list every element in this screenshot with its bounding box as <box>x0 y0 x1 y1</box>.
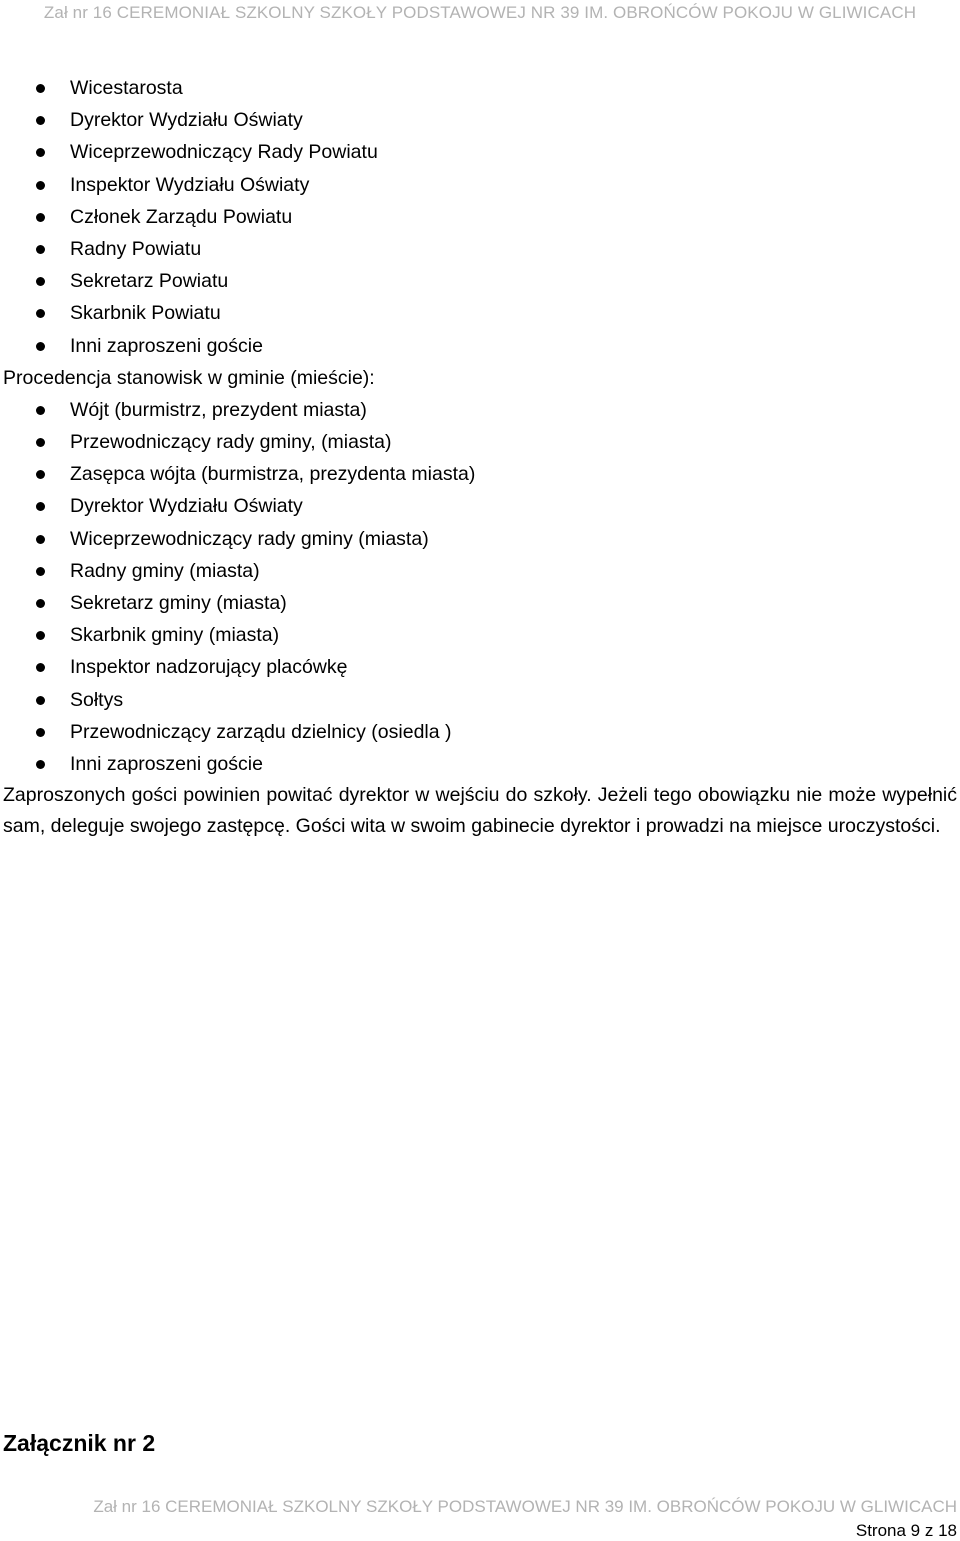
powiat-precedence-list <box>0 72 960 362</box>
document-body <box>0 72 960 842</box>
list-item-text: Dyrektor Wydziału Oświaty <box>70 109 303 132</box>
list-item <box>0 169 960 201</box>
list-item-text: Wicestarosta <box>70 77 183 99</box>
page-number: Strona 9 z 18 <box>855 1521 957 1540</box>
bullet-icon <box>36 277 45 286</box>
bullet-icon <box>36 213 45 222</box>
list-item <box>0 490 960 522</box>
list-item-text: Sołtys <box>70 688 124 711</box>
list-item-text: Wiceprzewodniczący Rady Powiatu <box>70 141 378 164</box>
bullet-icon <box>36 535 45 544</box>
list-item <box>0 523 960 555</box>
list-item-text: Skarbnik Powiatu <box>70 302 221 325</box>
bullet-icon <box>36 342 45 351</box>
list-item-text: Inni zaproszeni goście <box>70 334 263 357</box>
list-item-text: Sekretarz Powiatu <box>70 270 229 293</box>
list-item <box>0 716 960 748</box>
list-item <box>0 233 960 265</box>
bullet-icon <box>36 760 45 769</box>
bullet-icon <box>36 470 45 479</box>
list-item <box>0 136 960 168</box>
gmina-precedence-list <box>0 394 960 780</box>
list-item-text: Inspektor Wydziału Oświaty <box>70 173 310 196</box>
list-item-text: Członek Zarządu Powiatu <box>70 205 293 228</box>
list-item <box>0 265 960 297</box>
list-item <box>0 587 960 619</box>
list-item-text: Radny Powiatu <box>70 237 202 260</box>
list-item <box>0 394 960 426</box>
paragraph-line-1: Zaproszonych gości powinien powitać dyrektor w wejściu do szkoły. Jeżeli tego obowiązku nie może wypełnić <box>3 784 957 807</box>
bullet-icon <box>36 502 45 511</box>
list-item <box>0 330 960 362</box>
bullet-icon <box>36 696 45 705</box>
bullet-icon <box>36 599 45 608</box>
list-item <box>0 104 960 136</box>
bullet-icon <box>36 631 45 640</box>
list-item-text: Skarbnik gminy (miasta) <box>70 624 280 647</box>
bullet-icon <box>36 728 45 737</box>
list-item-text: Radny gminy (miasta) <box>70 559 260 582</box>
bullet-icon <box>36 148 45 157</box>
list-item-text: Wiceprzewodniczący rady gminy (miasta) <box>70 527 429 550</box>
gmina-heading: Procedencja stanowisk w gminie (mieście): <box>3 366 375 389</box>
annex-title: Załącznik nr 2 <box>3 1430 156 1456</box>
list-item <box>0 297 960 329</box>
bullet-icon <box>36 84 45 93</box>
list-item-text: Sekretarz gminy (miasta) <box>70 592 287 614</box>
list-item <box>0 72 960 104</box>
list-item-text: Dyrektor Wydziału Oświaty <box>70 495 303 518</box>
page-footer: Zał nr 16 CEREMONIAŁ SZKOLNY SZKOŁY PODSTAWOWEJ NR 39 IM. OBROŃCÓW POKOJU W GLIWICACH <box>93 1497 957 1516</box>
list-item <box>0 555 960 587</box>
bullet-icon <box>36 406 45 415</box>
list-item-text: Przewodniczący rady gminy, (miasta) <box>70 431 392 454</box>
list-item <box>0 201 960 233</box>
bullet-icon <box>36 438 45 447</box>
list-item <box>0 426 960 458</box>
paragraph-line-2: sam, deleguje swojego zastępcę. Gości wita w swoim gabinecie dyrektor i prowadzi na miejsce uroczystości. <box>3 815 941 838</box>
list-item <box>0 458 960 490</box>
list-item <box>0 619 960 651</box>
bullet-icon <box>36 116 45 125</box>
list-item <box>0 748 960 780</box>
guests-paragraph <box>0 780 960 842</box>
list-item-text: Inspektor nadzorujący placówkę <box>70 656 348 679</box>
bullet-icon <box>36 663 45 672</box>
list-item <box>0 651 960 683</box>
bullet-icon <box>36 181 45 190</box>
list-item <box>0 684 960 716</box>
list-item-text: Przewodniczący zarządu dzielnicy (osiedla ) <box>70 720 452 743</box>
bullet-icon <box>36 309 45 318</box>
page-header: Zał nr 16 CEREMONIAŁ SZKOLNY SZKOŁY PODSTAWOWEJ NR 39 IM. OBROŃCÓW POKOJU W GLIWICACH <box>43 3 917 22</box>
list-item-text: Inni zaproszeni goście <box>70 752 263 775</box>
bullet-icon <box>36 567 45 576</box>
bullet-icon <box>36 245 45 254</box>
list-item-text: Wójt (burmistrz, prezydent miasta) <box>70 398 367 421</box>
list-item-text: Zasępca wójta (burmistrza, prezydenta miasta) <box>70 463 476 486</box>
